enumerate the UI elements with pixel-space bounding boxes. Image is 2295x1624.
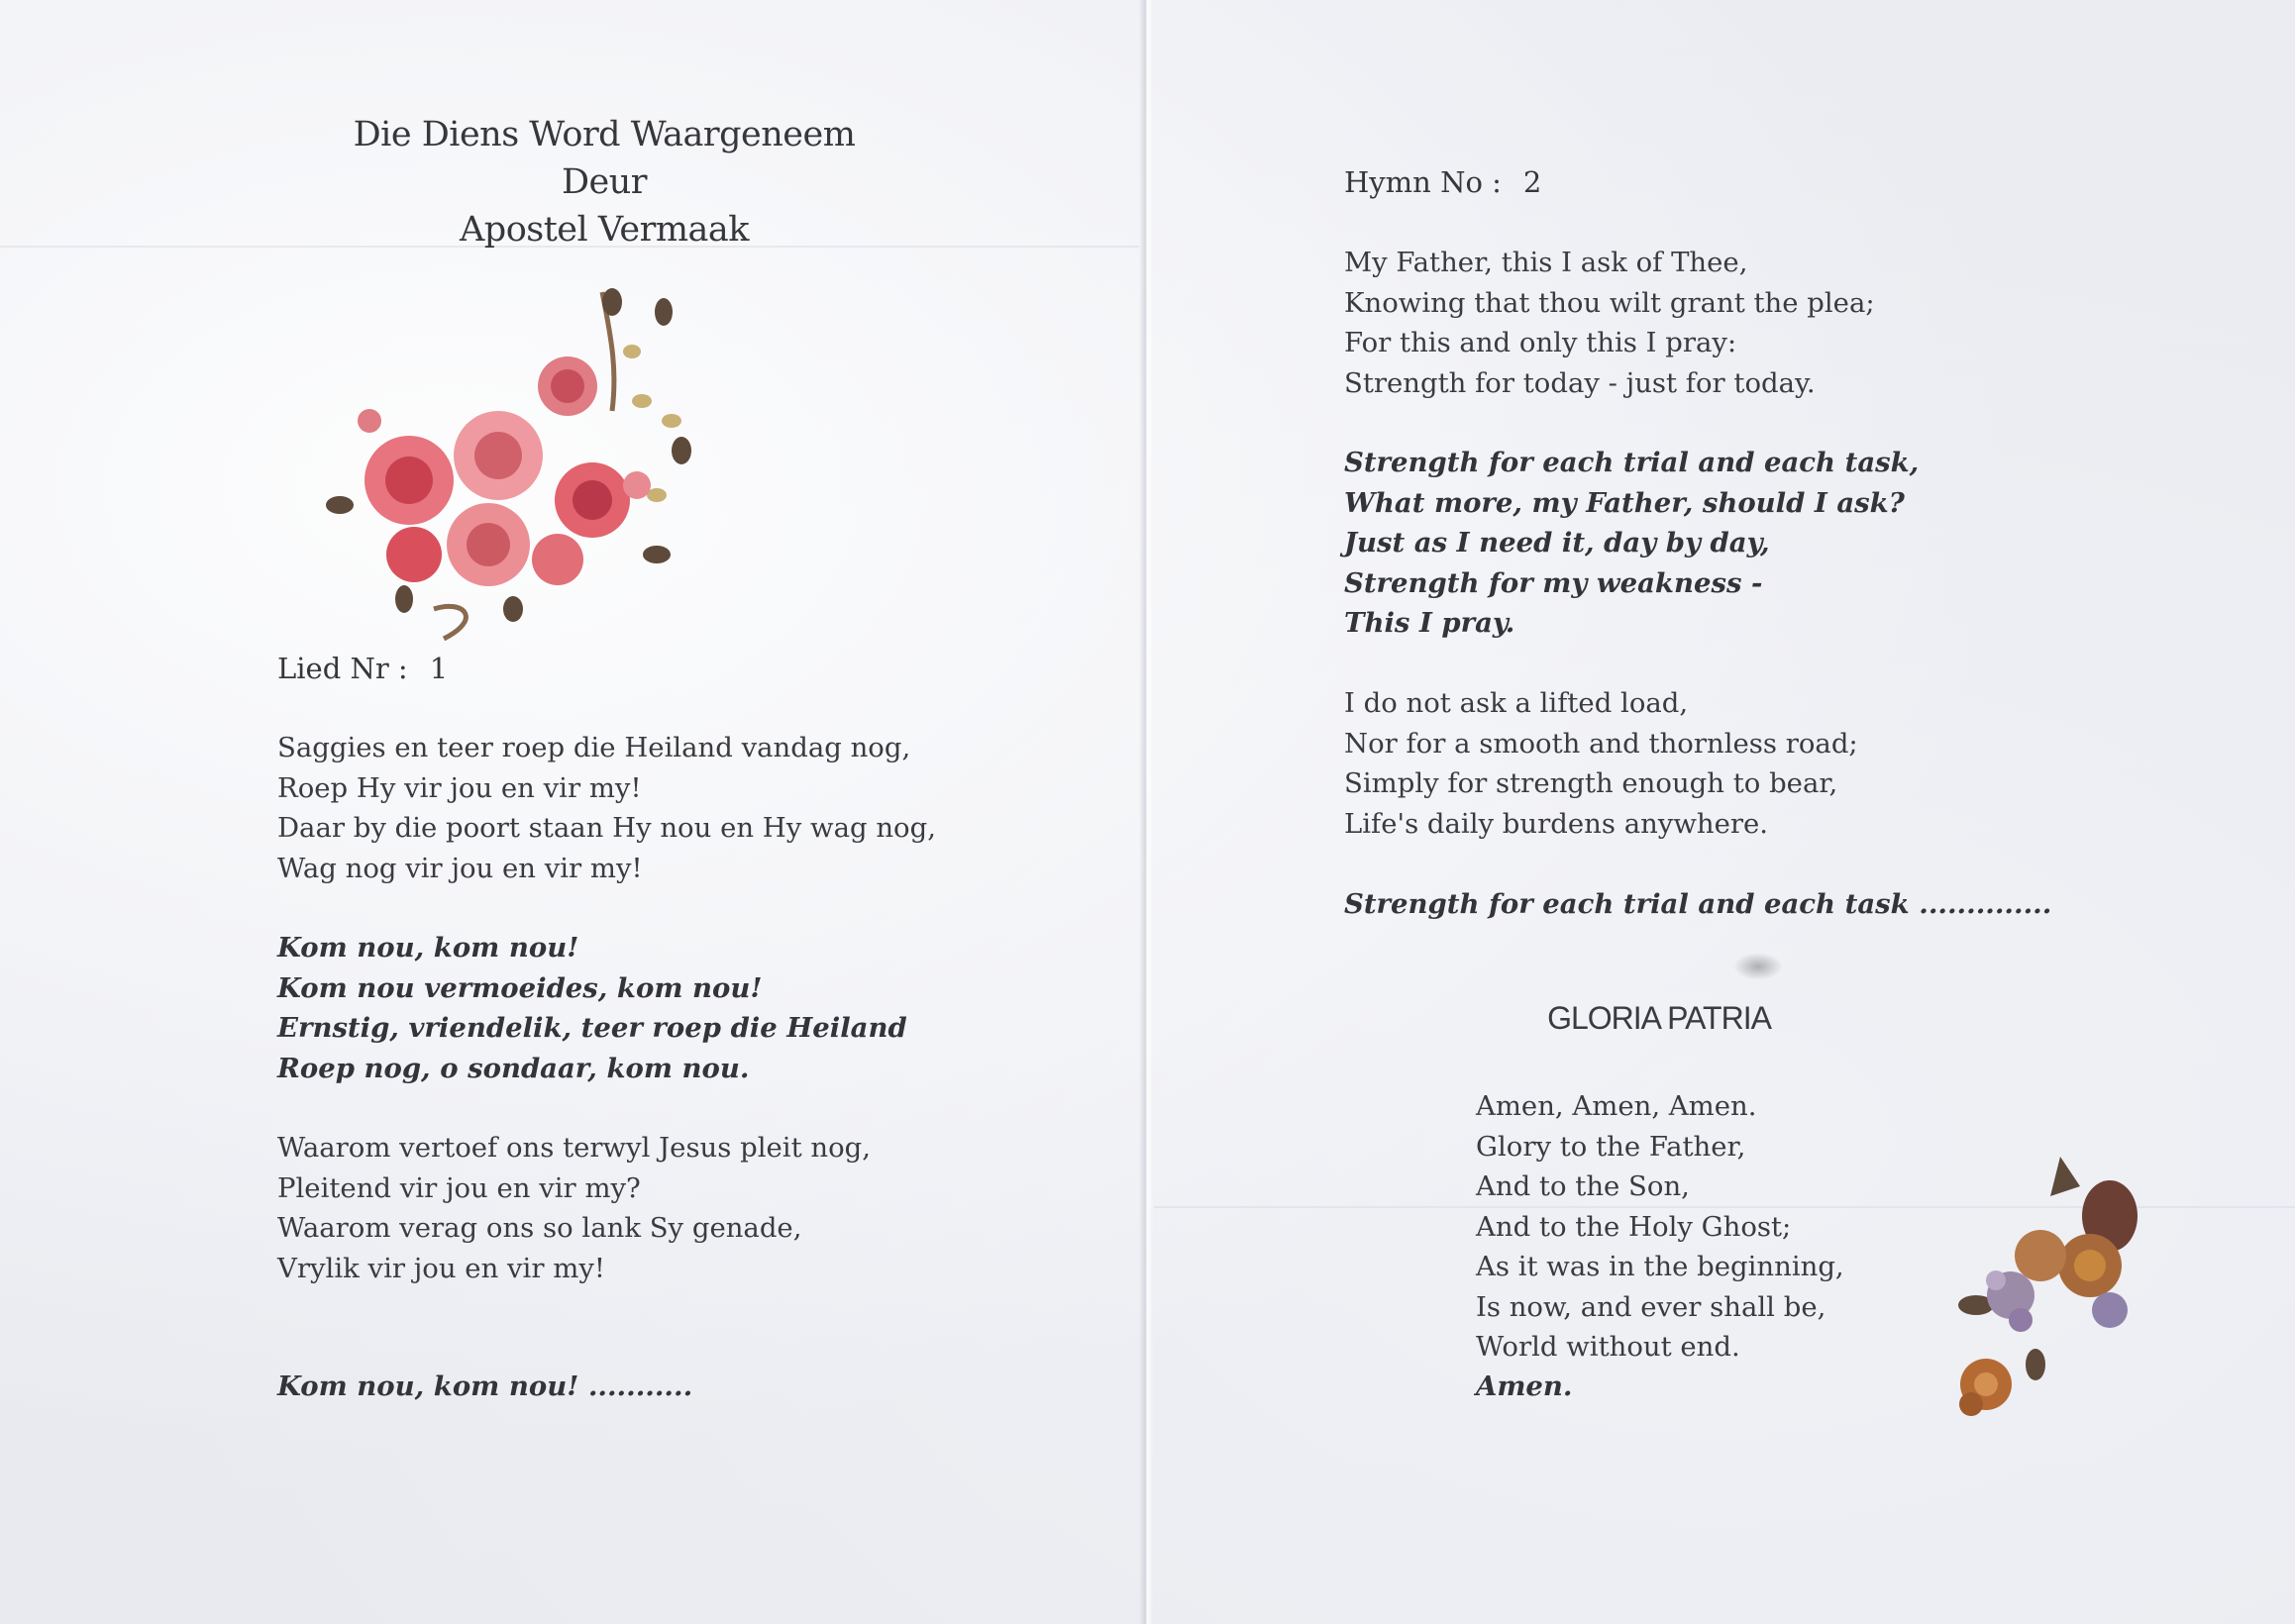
gloria-line: Is now, and ever shall be, <box>1476 1290 1826 1323</box>
heading-line: Apostel Vermaak <box>460 210 749 250</box>
gloria-patria-title: GLORIA PATRIA <box>1547 1000 1771 1036</box>
gloria-line: And to the Son, <box>1476 1170 1690 1202</box>
left-page <box>0 0 1139 1624</box>
hymn-label-text: Hymn No : <box>1344 165 1502 199</box>
verse-line: Pleitend vir jou en vir my? <box>277 1171 641 1204</box>
chorus-line: What more, my Father, should I ask? <box>1344 486 1905 519</box>
flower-bouquet-icon <box>1941 1147 2164 1424</box>
chorus-line: This I pray. <box>1344 607 1515 639</box>
verse-line: My Father, this I ask of Thee, <box>1344 247 1748 278</box>
heading-line: Deur <box>561 162 648 202</box>
verse-line: Waarom verag ons so lank Sy genade, <box>277 1212 802 1244</box>
verse-line: I do not ask a lifted load, <box>1344 687 1689 719</box>
gloria-line: Glory to the Father, <box>1476 1130 1746 1163</box>
hymn-number: 2 <box>1522 165 1542 199</box>
gloria-line: As it was in the beginning, <box>1476 1251 1844 1282</box>
hymn-number: 1 <box>429 652 449 685</box>
chorus-line: Ernstig, vriendelik, teer roep die Heiland <box>277 1012 907 1044</box>
hymn-label-text: Lied Nr : <box>277 652 408 685</box>
gloria-amen <box>1476 1367 1573 1407</box>
verse-2 <box>277 1128 871 1288</box>
chorus-line: Roep nog, o sondaar, kom nou. <box>277 1052 750 1084</box>
verse-line: Daar by die poort staan Hy nou en Hy wag nog, <box>277 812 936 844</box>
refrain-line: Strength for each trial and each task .............. <box>1344 888 2052 920</box>
verse-1 <box>277 728 936 888</box>
verse-line: Knowing that thou wilt grant the plea; <box>1344 286 1875 319</box>
gloria-line: World without end. <box>1476 1331 1740 1363</box>
gloria-line: And to the Holy Ghost; <box>1476 1210 1792 1243</box>
verse-line: Life's daily burdens anywhere. <box>1344 807 1769 840</box>
center-fold <box>1139 0 1153 1624</box>
verse-line: Roep Hy vir jou en vir my! <box>277 771 642 804</box>
gloria-line: Amen, Amen, Amen. <box>1476 1090 1757 1122</box>
hymn-2-chorus <box>1344 443 1919 644</box>
refrain <box>277 1367 692 1407</box>
service-heading <box>267 111 941 254</box>
hymn-2-verse-2 <box>1344 683 1858 844</box>
hymn-2-refrain <box>1344 884 2051 925</box>
ink-smudge <box>1733 953 1783 980</box>
verse-line: Wag nog vir jou en vir my! <box>277 852 643 884</box>
verse-line: Strength for today - just for today. <box>1344 366 1816 399</box>
verse-line: Saggies en teer roep die Heiland vandag nog, <box>277 732 911 763</box>
chorus <box>277 928 907 1088</box>
gloria-patria-text <box>1476 1086 1844 1368</box>
verse-line: For this and only this I pray: <box>1344 327 1737 358</box>
roses-illustration-icon <box>315 282 697 654</box>
hymn-1-label <box>277 652 448 685</box>
heading-line: Die Diens Word Waargeneem <box>353 115 856 154</box>
chorus-line: Strength for my weakness - <box>1344 566 1763 599</box>
verse-line: Nor for a smooth and thornless road; <box>1344 727 1858 760</box>
refrain-line: Kom nou, kom nou! ........... <box>277 1370 693 1402</box>
chorus-line: Strength for each trial and each task, <box>1344 447 1920 478</box>
verse-line: Vrylik vir jou en vir my! <box>277 1252 605 1284</box>
amen-line: Amen. <box>1476 1370 1573 1402</box>
verse-line: Simply for strength enough to bear, <box>1344 767 1838 799</box>
chorus-line: Just as I need it, day by day, <box>1344 527 1770 558</box>
chorus-line: Kom nou, kom nou! <box>277 932 579 964</box>
verse-line: Waarom vertoef ons terwyl Jesus pleit nog, <box>277 1132 871 1164</box>
hymn-2-label <box>1344 165 1541 199</box>
hymn-2-verse-1 <box>1344 243 1875 403</box>
chorus-line: Kom nou vermoeides, kom nou! <box>277 971 763 1004</box>
